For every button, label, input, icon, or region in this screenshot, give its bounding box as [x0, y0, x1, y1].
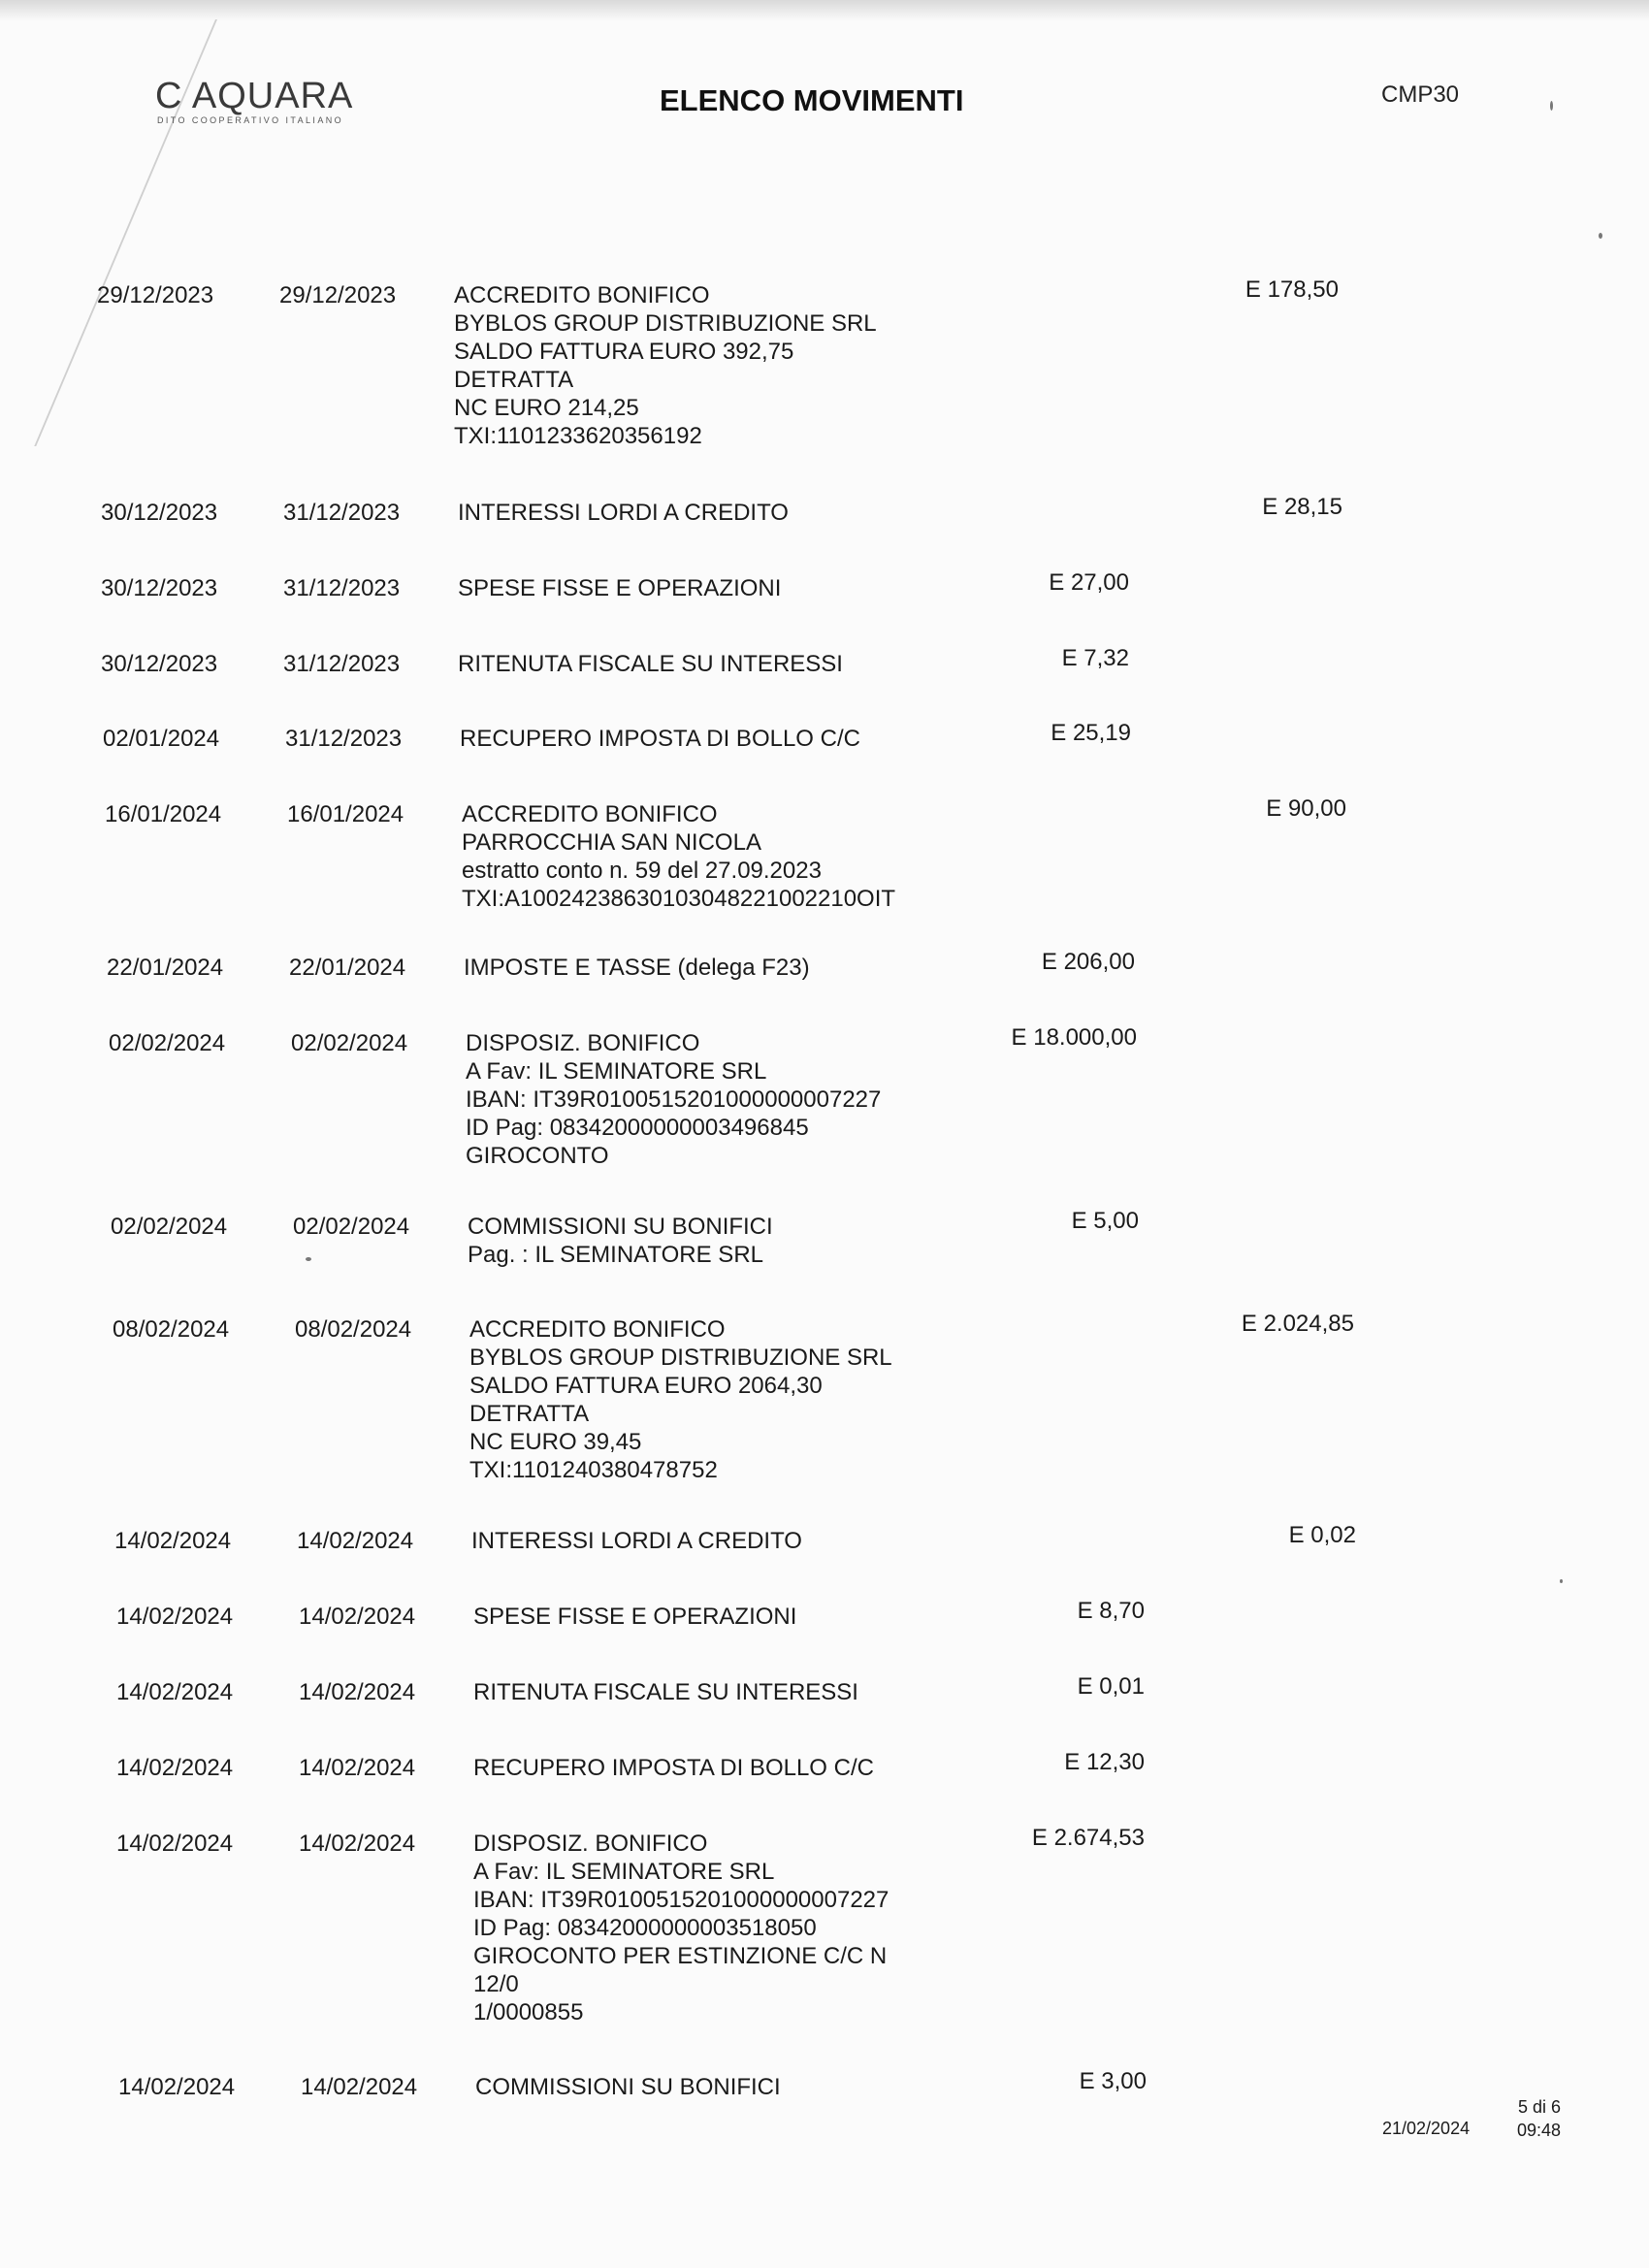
- description-line: COMMISSIONI SU BONIFICI: [468, 1214, 773, 1240]
- description-line: 1/0000855: [473, 1999, 584, 2025]
- operation-date: 30/12/2023: [101, 500, 218, 526]
- value-date: 29/12/2023: [279, 282, 397, 308]
- transaction-description: [458, 650, 962, 678]
- operation-date: 08/02/2024: [113, 1316, 230, 1343]
- description-line: DISPOSIZ. BONIFICO: [466, 1030, 700, 1056]
- transaction-description: [458, 499, 962, 527]
- operation-date: 02/02/2024: [109, 1030, 226, 1056]
- scan-speck: [1560, 1579, 1563, 1583]
- description-line: COMMISSIONI SU BONIFICI: [475, 2074, 781, 2100]
- description-line: SALDO FATTURA EURO 392,75: [454, 339, 794, 365]
- value-date: 14/02/2024: [297, 1528, 414, 1554]
- description-line: SPESE FISSE E OPERAZIONI: [458, 575, 782, 601]
- value-date: 16/01/2024: [287, 801, 404, 827]
- debit-amount: E 18.000,00: [1011, 1024, 1137, 1051]
- scan-speck: [1550, 101, 1553, 111]
- description-line: INTERESSI LORDI A CREDITO: [471, 1528, 802, 1554]
- bank-logo-name: C AQUARA: [155, 76, 354, 116]
- scan-speck: [1599, 233, 1602, 239]
- document-code: CMP30: [1381, 81, 1460, 108]
- description-line: NC EURO 214,25: [454, 395, 639, 421]
- value-date: 31/12/2023: [285, 726, 403, 752]
- description-line: INTERESSI LORDI A CREDITO: [458, 500, 789, 526]
- operation-date: 30/12/2023: [101, 575, 218, 601]
- page-title: ELENCO MOVIMENTI: [660, 83, 964, 117]
- credit-amount: E 90,00: [1266, 795, 1346, 822]
- transaction-description: [464, 954, 968, 982]
- description-line: RECUPERO IMPOSTA DI BOLLO C/C: [460, 726, 860, 752]
- value-date: 14/02/2024: [299, 1604, 416, 1630]
- page-number: 5 di 6: [1518, 2097, 1562, 2117]
- description-line: ACCREDITO BONIFICO: [454, 282, 710, 308]
- description-line: DISPOSIZ. BONIFICO: [473, 1831, 708, 1857]
- transaction-description: [473, 1830, 978, 2026]
- credit-amount: E 28,15: [1262, 494, 1342, 520]
- credit-amount: E 2.024,85: [1241, 1311, 1354, 1337]
- description-line: GIROCONTO: [466, 1143, 609, 1169]
- debit-amount: E 206,00: [1041, 949, 1135, 975]
- description-line: DETRATTA: [454, 367, 574, 393]
- description-line: BYBLOS GROUP DISTRIBUZIONE SRL: [454, 310, 877, 337]
- transaction-description: [473, 1603, 978, 1631]
- value-date: 14/02/2024: [299, 1755, 416, 1781]
- description-line: ACCREDITO BONIFICO: [462, 801, 718, 827]
- value-date: 14/02/2024: [299, 1679, 416, 1705]
- description-line: PARROCCHIA SAN NICOLA: [462, 829, 761, 856]
- operation-date: 14/02/2024: [116, 1831, 234, 1857]
- transaction-description: [475, 2073, 980, 2101]
- description-line: ID Pag: 08342000000003518050: [473, 1915, 817, 1941]
- transaction-description: [466, 1029, 970, 1170]
- operation-date: 14/02/2024: [116, 1679, 234, 1705]
- description-line: RITENUTA FISCALE SU INTERESSI: [458, 651, 843, 677]
- description-line: NC EURO 39,45: [469, 1429, 642, 1455]
- page-footer: [1517, 2095, 1561, 2142]
- operation-date: 30/12/2023: [101, 651, 218, 677]
- description-line: DETRATTA: [469, 1401, 590, 1427]
- value-date: 08/02/2024: [295, 1316, 412, 1343]
- description-line: Pag. : IL SEMINATORE SRL: [468, 1242, 763, 1268]
- debit-amount: E 25,19: [1051, 720, 1131, 746]
- debit-amount: E 27,00: [1049, 569, 1129, 596]
- credit-amount: E 178,50: [1245, 276, 1339, 303]
- description-line: ID Pag: 08342000000003496845: [466, 1115, 809, 1141]
- value-date: 31/12/2023: [283, 500, 401, 526]
- bank-logo-tagline: DITO COOPERATIVO ITALIANO: [157, 115, 344, 125]
- transaction-description: [473, 1754, 978, 1782]
- operation-date: 14/02/2024: [116, 1755, 234, 1781]
- transaction-description: [468, 1213, 972, 1269]
- debit-amount: E 0,01: [1077, 1673, 1145, 1700]
- value-date: 31/12/2023: [283, 575, 401, 601]
- value-date: 14/02/2024: [299, 1831, 416, 1857]
- description-line: GIROCONTO PER ESTINZIONE C/C N: [473, 1943, 888, 1969]
- operation-date: 14/02/2024: [118, 2074, 236, 2100]
- transaction-description: [454, 281, 958, 450]
- credit-amount: E 0,02: [1288, 1522, 1356, 1548]
- description-line: TXI:A10024238630103048221002210OIT: [462, 886, 896, 912]
- operation-date: 02/02/2024: [111, 1214, 228, 1240]
- description-line: IBAN: IT39R0100515201000000007227: [466, 1086, 882, 1113]
- description-line: TXI:1101240380478752: [469, 1457, 718, 1483]
- operation-date: 14/02/2024: [116, 1604, 234, 1630]
- description-line: 12/0: [473, 1971, 519, 1997]
- print-time: 09:48: [1517, 2121, 1562, 2140]
- print-date: 21/02/2024: [1382, 2119, 1471, 2138]
- description-line: IMPOSTE E TASSE (delega F23): [464, 955, 810, 981]
- debit-amount: E 7,32: [1061, 645, 1129, 671]
- transaction-description: [458, 574, 962, 602]
- description-line: SALDO FATTURA EURO 2064,30: [469, 1373, 823, 1399]
- description-line: RITENUTA FISCALE SU INTERESSI: [473, 1679, 858, 1705]
- value-date: 22/01/2024: [289, 955, 406, 981]
- transaction-description: [471, 1527, 976, 1555]
- debit-amount: E 8,70: [1077, 1598, 1145, 1624]
- description-line: TXI:1101233620356192: [454, 423, 702, 449]
- operation-date: 22/01/2024: [107, 955, 224, 981]
- value-date: 31/12/2023: [283, 651, 401, 677]
- operation-date: 02/01/2024: [103, 726, 220, 752]
- transaction-description: [462, 800, 966, 913]
- description-line: BYBLOS GROUP DISTRIBUZIONE SRL: [469, 1345, 892, 1371]
- operation-date: 14/02/2024: [114, 1528, 232, 1554]
- value-date: 14/02/2024: [301, 2074, 418, 2100]
- debit-amount: E 2.674,53: [1031, 1825, 1145, 1851]
- debit-amount: E 5,00: [1071, 1208, 1139, 1234]
- operation-date: 16/01/2024: [105, 801, 222, 827]
- value-date: 02/02/2024: [293, 1214, 410, 1240]
- value-date: 02/02/2024: [291, 1030, 408, 1056]
- description-line: ACCREDITO BONIFICO: [469, 1316, 726, 1343]
- description-line: SPESE FISSE E OPERAZIONI: [473, 1604, 797, 1630]
- transaction-description: [460, 725, 964, 753]
- description-line: A Fav: IL SEMINATORE SRL: [466, 1058, 767, 1085]
- transaction-description: [473, 1678, 978, 1706]
- scan-shadow: [0, 0, 1649, 21]
- description-line: A Fav: IL SEMINATORE SRL: [473, 1859, 775, 1885]
- debit-amount: E 12,30: [1064, 1749, 1145, 1775]
- description-line: IBAN: IT39R0100515201000000007227: [473, 1887, 889, 1913]
- operation-date: 29/12/2023: [97, 282, 214, 308]
- description-line: estratto conto n. 59 del 27.09.2023: [462, 858, 822, 884]
- description-line: RECUPERO IMPOSTA DI BOLLO C/C: [473, 1755, 874, 1781]
- debit-amount: E 3,00: [1079, 2068, 1147, 2094]
- bank-logo: [155, 76, 388, 125]
- scan-speck: [306, 1257, 311, 1261]
- transaction-description: [469, 1315, 974, 1484]
